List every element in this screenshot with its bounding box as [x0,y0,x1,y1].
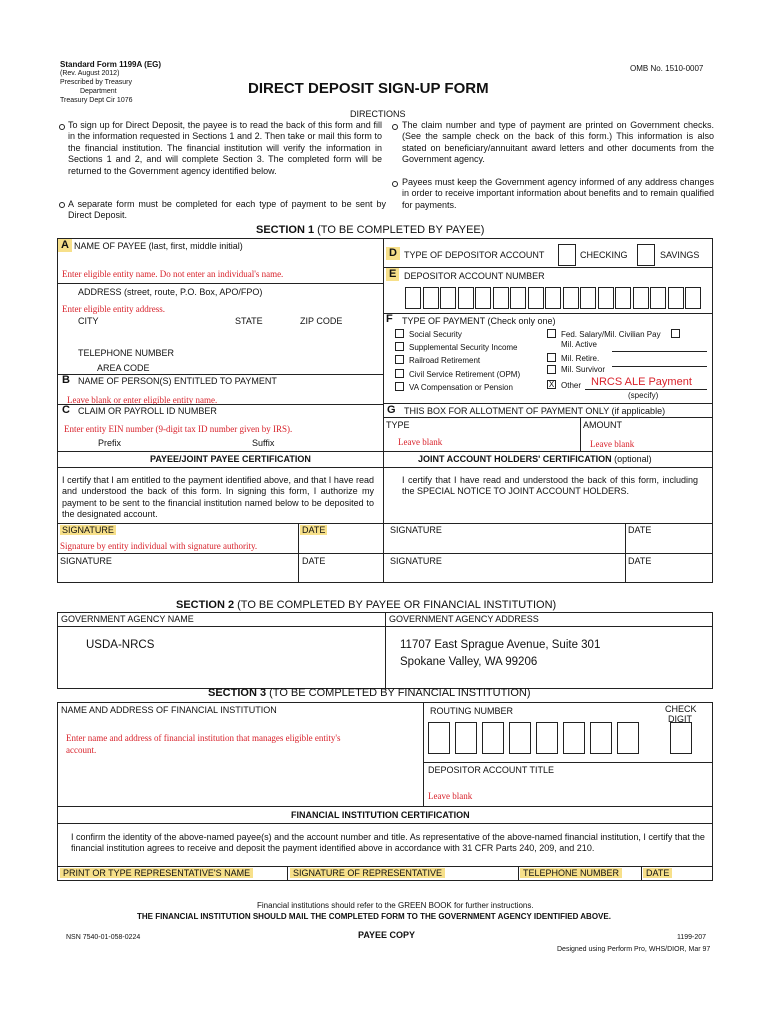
account-digit-box[interactable] [405,287,421,309]
account-digit-box[interactable] [493,287,509,309]
payee-name-field[interactable]: Enter eligible entity name. Do not enter an individual's name. [62,269,284,279]
bullet-icon [392,124,398,130]
divider [57,523,713,524]
signature-note: Signature by entity individual with signature authority. [60,541,258,551]
divider [423,762,712,763]
type-label: TYPE [386,420,410,430]
civil-service-checkbox[interactable] [395,369,404,378]
account-digit-box[interactable] [650,287,666,309]
savings-label: SAVINGS [660,250,700,260]
check-label: CHECK [665,704,697,714]
fi-cert-title: FINANCIAL INSTITUTION CERTIFICATION [291,810,470,820]
directions-heading: DIRECTIONS [350,109,406,119]
page-title: DIRECT DEPOSIT SIGN-UP FORM [248,80,489,97]
entitled-name-label: NAME OF PERSON(S) ENTITLED TO PAYMENT [78,376,277,386]
account-digit-box[interactable] [475,287,491,309]
footer-line-1: Financial institutions should refer to the GREEN BOOK for further instructions. [257,901,534,910]
account-digit-box[interactable] [423,287,439,309]
fi-cert-text: I confirm the identity of the above-named payee(s) and the account number and title. As representative of the above-named financial institution, I certify that the financial institution agrees to receive and deposit the payment identified above in accordance with 31 CFR Parts 240, 209, and 210. [71,832,705,854]
ssi-label: Supplemental Security Income [409,343,518,352]
civil-service-label: Civil Service Retirement (OPM) [409,370,521,379]
social-security-checkbox[interactable] [395,329,404,338]
payee-date-2-label: DATE [302,556,326,566]
divider [57,553,713,554]
payee-date-label: DATE [302,525,326,535]
account-digit-box[interactable] [668,287,684,309]
depositor-title-label: DEPOSITOR ACCOUNT TITLE [428,765,555,775]
mil-retire-label: Mil. Retire. [561,354,600,363]
claim-id-label: CLAIM OR PAYROLL ID NUMBER [78,406,217,416]
prescribed-line-2: Department [80,88,117,95]
account-digit-box[interactable] [510,287,526,309]
letter-e: E [386,268,399,281]
railroad-checkbox[interactable] [395,355,404,364]
va-label: VA Compensation or Pension [409,383,513,392]
railroad-label: Railroad Retirement [409,356,481,365]
joint-cert-title: JOINT ACCOUNT HOLDERS' CERTIFICATION (optional) [418,454,652,464]
other-specify-field[interactable]: NRCS ALE Payment [591,376,692,388]
agency-address-line-2[interactable]: Spokane Valley, WA 99206 [400,656,538,668]
checking-checkbox[interactable] [558,244,576,266]
divider [57,823,713,824]
claim-id-field[interactable]: Enter entity EIN number (9-digit tax ID number given by IRS). [64,424,293,434]
zip-label: ZIP CODE [300,316,343,326]
divider [518,866,519,880]
payee-cert-title: PAYEE/JOINT PAYEE CERTIFICATION [150,454,311,464]
treasury-circular: Treasury Dept Cir 1076 [60,97,133,104]
divider [57,612,58,688]
payee-signature-2-label: SIGNATURE [60,556,112,566]
designed-by: Designed using Perform Pro, WHS/DIOR, Mar 97 [557,946,711,953]
routing-digit-box[interactable] [590,722,612,754]
routing-digit-box[interactable] [482,722,504,754]
routing-digit-box[interactable] [428,722,450,754]
other-checkbox[interactable]: X [548,380,555,389]
joint-signature-2-label: SIGNATURE [390,556,442,566]
routing-digit-box[interactable] [455,722,477,754]
account-number-label: DEPOSITOR ACCOUNT NUMBER [404,271,545,281]
joint-signature-label: SIGNATURE [390,525,442,535]
prescribed-line-1: Prescribed by Treasury [60,79,132,86]
agency-address-label: GOVERNMENT AGENCY ADDRESS [389,614,539,624]
divider [712,238,713,582]
area-code-label: AREA CODE [97,363,150,373]
sig-rep-label: SIGNATURE OF REPRESENTATIVE [290,868,445,878]
specify-label: (specify) [628,391,659,400]
divider [287,866,288,880]
divider [57,238,58,582]
divider [57,404,383,405]
va-checkbox[interactable] [395,382,404,391]
account-digit-box[interactable] [615,287,631,309]
depositor-title-field[interactable]: Leave blank [428,791,473,801]
section-3-title: SECTION 3 (TO BE COMPLETED BY FINANCIAL INSTITUTION) [208,687,531,699]
joint-date-2-label: DATE [628,556,652,566]
telephone-label: TELEPHONE NUMBER [78,348,175,358]
divider [57,374,383,375]
divider [641,866,642,880]
fill-line [612,351,707,352]
agency-address-line-1[interactable]: 11707 East Sprague Avenue, Suite 301 [400,639,601,651]
payee-signature-label: SIGNATURE [62,525,114,535]
print-rep-label: PRINT OR TYPE REPRESENTATIVE'S NAME [60,868,253,878]
divider [383,417,712,418]
divider [57,467,713,468]
entitled-name-field[interactable]: Leave blank or enter eligible entity name. [67,395,218,405]
divider [57,866,713,867]
divider [385,612,386,688]
mil-survivor-label: Mil. Survivor [561,365,606,374]
account-digit-box[interactable] [458,287,474,309]
letter-f: F [386,313,393,325]
nsn-number: NSN 7540-01-058-0224 [66,934,141,941]
agency-name-value[interactable]: USDA-NRCS [86,639,155,651]
directions-left-1: To sign up for Direct Deposit, the payee is to read the back of this form and fill in the information requested in Sections 1 and 2. Then take or mail this form to the financial institution. The financial institution will verify the information in Sections 1 and 2, and will complete Section 3. The completed form will be returned to the Government agency identified below. [68,120,382,176]
divider [57,702,58,880]
bullet-icon [392,181,398,187]
fi-name-label: NAME AND ADDRESS OF FINANCIAL INSTITUTION [61,705,277,715]
divider [57,702,713,703]
omb-number: OMB No. 1510-0007 [630,64,704,73]
form-id: Standard Form 1199A (EG) [60,60,162,69]
mil-active-label: Mil. Active [561,340,598,349]
account-digit-box[interactable] [440,287,456,309]
divider [57,283,383,284]
payment-type-label: TYPE OF PAYMENT (Check only one) [402,316,556,326]
depositor-type-label: TYPE OF DEPOSITOR ACCOUNT [404,250,545,260]
prefix-label: Prefix [98,438,122,448]
letter-b: B [62,374,70,386]
divider [580,417,581,451]
joint-cert-text: I certify that I have read and understood the back of this form, including the SPECIAL NOTICE TO JOINT ACCOUNT HOLDERS. [402,475,698,497]
divider [57,582,713,583]
digit-label: DIGIT [668,714,692,724]
divider [383,267,712,268]
address-label: ADDRESS (street, route, P.O. Box, APO/FPO) [78,287,263,297]
letter-g: G [387,404,396,416]
state-label: STATE [235,316,263,326]
suffix-label: Suffix [252,438,275,448]
divider [712,702,713,880]
section-2-title: SECTION 2 (TO BE COMPLETED BY PAYEE OR FINANCIAL INSTITUTION) [176,599,557,611]
routing-digit-box[interactable] [563,722,585,754]
routing-label: ROUTING NUMBER [430,706,513,716]
checking-label: CHECKING [580,250,628,260]
divider [57,806,713,807]
mil-retire-checkbox[interactable] [547,353,556,362]
telephone-rep-label: TELEPHONE NUMBER [520,868,622,878]
divider [57,238,713,239]
revision-date: (Rev. August 2012) [60,70,120,77]
account-digit-box[interactable] [528,287,544,309]
allotment-label: THIS BOX FOR ALLOTMENT OF PAYMENT ONLY (if applicable) [404,406,666,416]
divider [383,238,384,582]
fed-salary-checkbox[interactable] [547,329,556,338]
letter-a: A [58,239,72,252]
routing-digit-box[interactable] [509,722,531,754]
payee-name-label: NAME OF PAYEE (last, first, middle initial) [74,241,243,251]
address-field[interactable]: Enter eligible entity address. [62,304,165,314]
fill-line [585,389,707,390]
city-label: CITY [78,316,99,326]
savings-checkbox[interactable] [637,244,655,266]
footer-line-2: THE FINANCIAL INSTITUTION SHOULD MAIL THE COMPLETED FORM TO THE GOVERNMENT AGENCY IDENTIFIED ABOVE. [137,912,611,921]
letter-c: C [62,404,70,416]
mil-survivor-checkbox[interactable] [547,365,556,374]
routing-digit-box[interactable] [617,722,639,754]
directions-right-2: Payees must keep the Government agency informed of any address changes in order to receive important information about benefits and to remain qualified for payments. [402,177,714,210]
fill-line [612,366,707,367]
fed-salary-label: Fed. Salary/Mil. Civilian Pay [561,330,661,339]
ssi-checkbox[interactable] [395,342,404,351]
fi-name-field-2[interactable]: account. [66,745,97,755]
mil-active-checkbox[interactable] [671,329,680,338]
divider [383,403,712,404]
account-digit-box[interactable] [563,287,579,309]
agency-name-label: GOVERNMENT AGENCY NAME [61,614,194,624]
date-rep-label: DATE [643,868,672,878]
directions-right-1: The claim number and type of payment are printed on Government checks. (See the sample check on the back of this form.) This information is also stated on beneficiary/annuitant award letters and other documents from the Government agency. [402,120,714,165]
divider [712,612,713,688]
bullet-icon [59,124,65,130]
payee-cert-text: I certify that I am entitled to the payment identified above, and that I have read and understood the back of this form. In signing this form, I authorize my payment to be sent to the financial institution named below to be deposited to the designated account. [62,475,374,520]
allotment-amount-field[interactable]: Leave blank [590,439,635,449]
account-digit-box[interactable] [633,287,649,309]
allotment-type-field[interactable]: Leave blank [398,437,443,447]
divider [57,880,713,881]
form-code: 1199-207 [677,934,707,941]
letter-d: D [386,247,400,260]
directions-left-2: A separate form must be completed for each type of payment to be sent by Direct Deposit. [68,199,386,221]
divider [423,702,424,806]
joint-date-label: DATE [628,525,652,535]
amount-label: AMOUNT [583,420,622,430]
divider [57,626,713,627]
other-label: Other [561,381,582,390]
fi-name-field[interactable]: Enter name and address of financial institution that manages eligible entity's [66,733,341,743]
social-security-label: Social Security [409,330,462,339]
divider [383,313,712,314]
bullet-icon [59,202,65,208]
account-digit-box[interactable] [598,287,614,309]
divider [57,451,713,452]
payee-copy-label: PAYEE COPY [358,930,416,940]
section-1-title: SECTION 1 (TO BE COMPLETED BY PAYEE) [256,224,485,236]
check-digit-box[interactable] [670,722,692,754]
account-digit-box[interactable] [580,287,596,309]
account-digit-box[interactable] [685,287,701,309]
account-digit-box[interactable] [545,287,561,309]
routing-digit-box[interactable] [536,722,558,754]
